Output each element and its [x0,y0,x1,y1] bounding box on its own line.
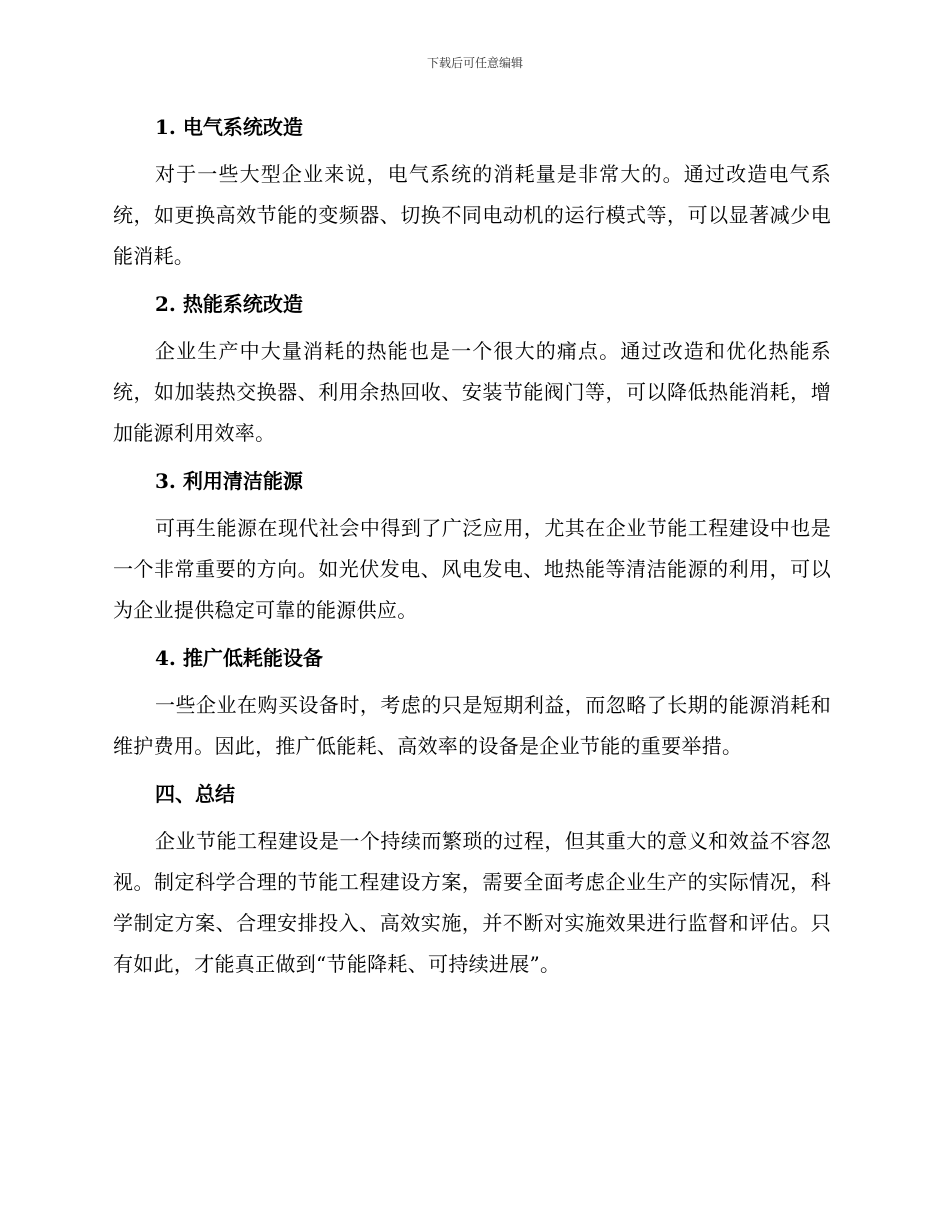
section-heading-thermal: 2. 热能系统改造 [155,292,303,316]
section-body-thermal: 企业生产中大量消耗的热能也是一个很大的痛点。通过改造和优化热能系统，如加装热交换器、利用余热回收、安装节能阀门等，可以降低热能消耗，增加能源利用效率。 [113,339,831,445]
section-body-clean-energy: 可再生能源在现代社会中得到了广泛应用，尤其在企业节能工程建设中也是一个非常重要的方向。如光伏发电、风电发电、地热能等清洁能源的利用，可以为企业提供稳定可靠的能源供应。 [113,516,831,622]
document-body [113,110,831,995]
section-heading-low-energy-equipment: 4. 推广低耗能设备 [155,646,323,670]
header-note: 下载后可任意编辑 [426,56,523,70]
section-heading-electrical: 1. 电气系统改造 [155,115,303,139]
section-heading-summary: 四、总结 [155,782,235,806]
section-body-low-energy-equipment: 一些企业在购买设备时，考虑的只是短期利益，而忽略了长期的能源消耗和维护费用。因此，推广低能耗、高效率的设备是企业节能的重要举措。 [113,693,831,758]
section-heading-clean-energy: 3. 利用清洁能源 [155,469,303,493]
section-body-summary: 企业节能工程建设是一个持续而繁琐的过程，但其重大的意义和效益不容忽视。制定科学合理的节能工程建设方案，需要全面考虑企业生产的实际情况，科学制定方案、合理安排投入、高效实施，并不断对实施效果进行监督和评估。只有如此，才能真正做到“节能降耗、可持续进展”。 [113,829,831,976]
section-body-electrical: 对于一些大型企业来说，电气系统的消耗量是非常大的。通过改造电气系统，如更换高效节能的变频器、切换不同电动机的运行模式等，可以显著减少电能消耗。 [113,162,831,268]
